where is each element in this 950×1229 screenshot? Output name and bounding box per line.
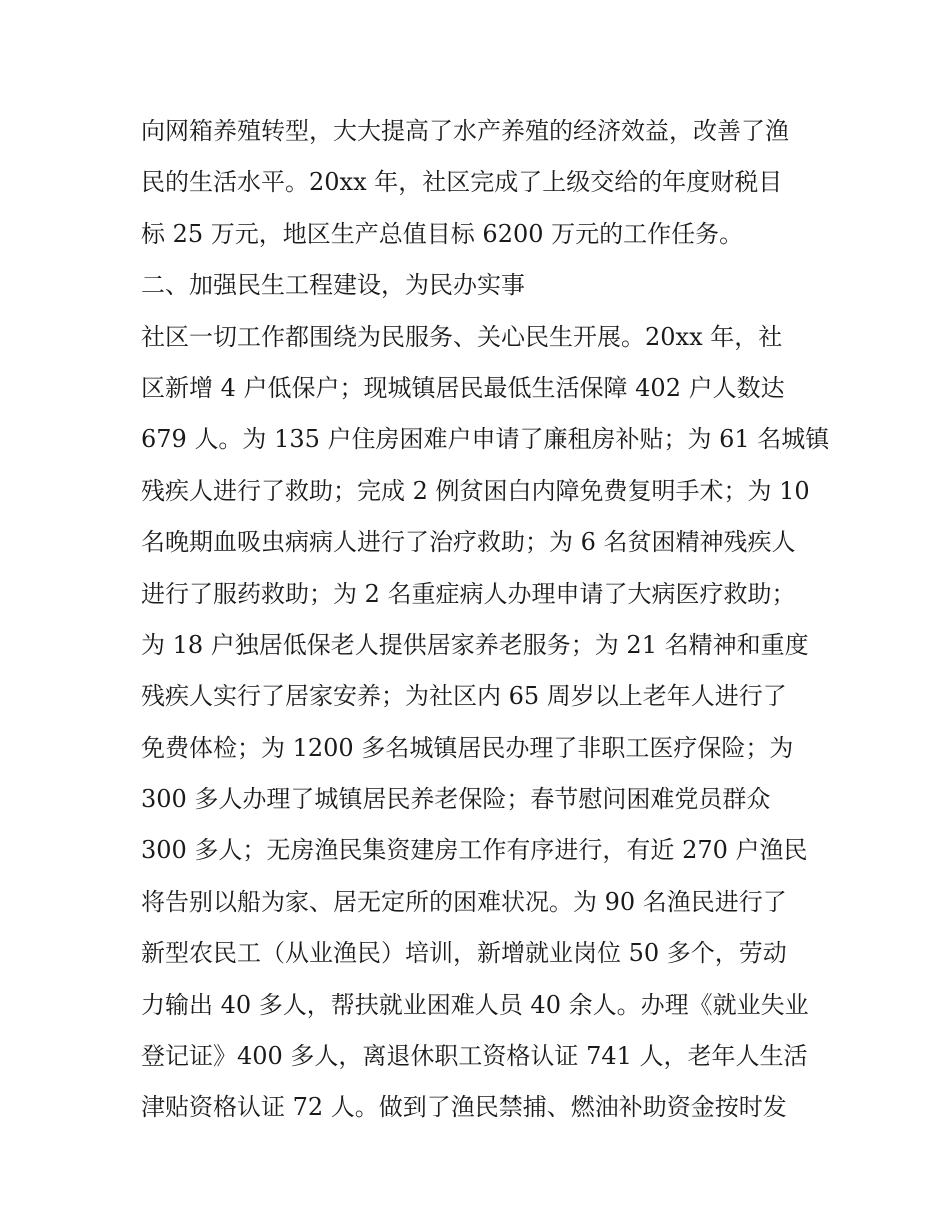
text-line: 300 多人；无房渔民集资建房工作有序进行，有近 270 户渔民 [141, 836, 808, 865]
text-line: 免费体检；为 1200 多名城镇居民办理了非职工医疗保险；为 [141, 733, 794, 762]
body-text [141, 106, 830, 1134]
text-line: 新型农民工（从业渔民）培训，新增就业岗位 50 多个，劳动 [141, 939, 787, 968]
text-line: 区新增 4 户低保户；现城镇居民最低生活保障 402 户人数达 [141, 373, 785, 402]
text-line: 为 18 户独居低保老人提供居家养老服务；为 21 名精神和重度 [141, 630, 809, 659]
text-line: 津贴资格认证 72 人。做到了渔民禁捕、燃油补助资金按时发 [141, 1093, 787, 1122]
text-line: 向网箱养殖转型，大大提高了水产养殖的经济效益，改善了渔 [141, 117, 789, 145]
text-line: 将告别以船为家、居无定所的困难状况。为 90 名渔民进行了 [141, 887, 787, 916]
text-line: 登记证》400 多人，离退休职工资格认证 741 人，老年人生活 [141, 1042, 808, 1071]
text-line: 力输出 40 多人，帮扶就业困难人员 40 余人。办理《就业失业 [141, 990, 809, 1019]
text-line: 残疾人实行了居家安养；为社区内 65 周岁以上老年人进行了 [141, 682, 787, 711]
text-line: 进行了服药救助；为 2 名重症病人办理申请了大病医疗救助； [141, 579, 796, 608]
text-line: 社区一切工作都围绕为民服务、关心民生开展。20xx 年，社 [141, 322, 783, 351]
text-line: 300 多人办理了城镇居民养老保险；春节慰问困难党员群众 [141, 785, 771, 814]
text-line: 标 25 万元，地区生产总值目标 6200 万元的工作任务。 [141, 219, 744, 248]
text-line: 残疾人进行了救助；完成 2 例贫困白内障免费复明手术；为 10 [141, 476, 810, 505]
text-line: 民的生活水平。20xx 年，社区完成了上级交给的年度财税目 [141, 168, 783, 197]
text-line: 名晚期血吸虫病病人进行了治疗救助；为 6 名贫困精神残疾人 [141, 528, 796, 557]
section-heading: 二、加强民生工程建设，为民办实事 [141, 271, 525, 300]
text-line: 679 人。为 135 户住房困难户申请了廉租房补贴；为 61 名城镇 [141, 425, 830, 454]
